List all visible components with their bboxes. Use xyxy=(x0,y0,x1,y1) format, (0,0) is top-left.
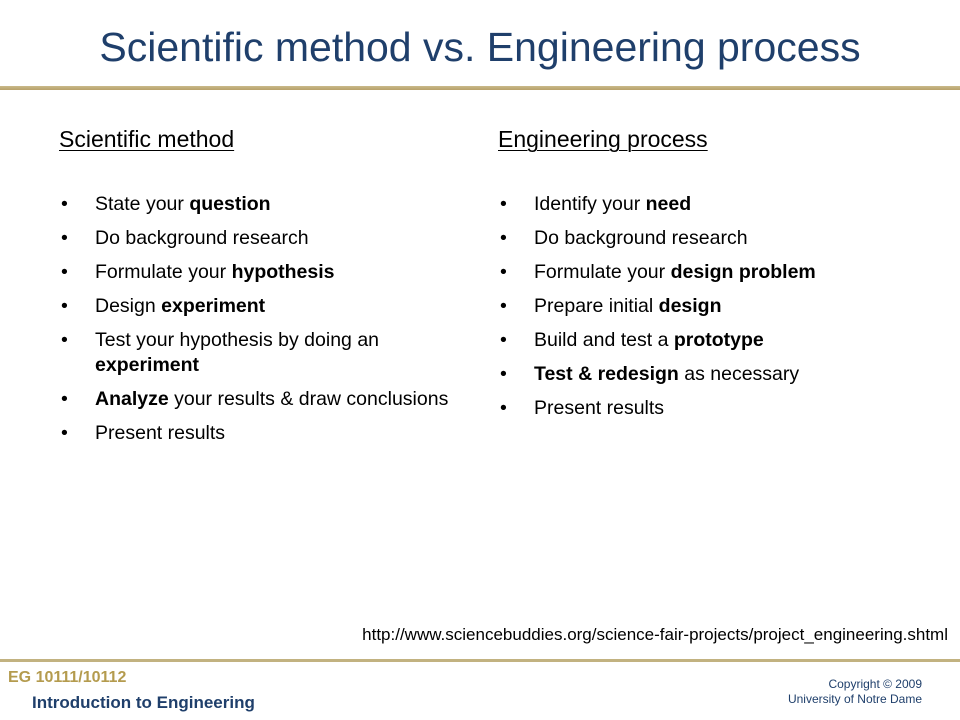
item-text: Design xyxy=(95,295,162,317)
item-text: Present results xyxy=(534,397,665,419)
bullet-icon: • xyxy=(500,329,507,351)
list-item xyxy=(59,192,459,217)
bullet-icon: • xyxy=(500,295,507,317)
engineering-process-heading: Engineering process xyxy=(498,126,708,152)
scientific-method-list xyxy=(59,192,459,446)
list-item xyxy=(59,260,459,285)
bullet-icon: • xyxy=(61,388,68,410)
item-text: Do background research xyxy=(534,227,748,249)
list-item xyxy=(59,226,459,251)
course-code: EG 10111/10112 xyxy=(8,669,127,686)
institution-line: University of Notre Dame xyxy=(787,692,922,706)
list-item xyxy=(498,192,938,217)
bullet-icon: • xyxy=(500,397,507,419)
course-name: Introduction to Engineering xyxy=(32,693,255,712)
item-text: State your xyxy=(95,193,190,215)
bullet-icon: • xyxy=(500,193,507,215)
scientific-method-heading: Scientific method xyxy=(59,126,235,152)
item-text: Build and test a xyxy=(534,329,674,351)
bold-term: need xyxy=(645,193,692,215)
bullet-icon: • xyxy=(61,193,68,215)
item-text: Formulate your xyxy=(95,261,232,283)
bold-term: prototype xyxy=(673,329,764,351)
bold-term: design problem xyxy=(670,261,816,283)
item-text: Identify your xyxy=(534,193,646,215)
bullet-icon: • xyxy=(500,261,507,283)
engineering-process-column xyxy=(498,124,938,430)
list-item xyxy=(498,362,938,387)
bold-term: hypothesis xyxy=(231,261,335,283)
bold-term: design xyxy=(658,295,722,317)
bullet-icon: • xyxy=(61,227,68,249)
list-item xyxy=(498,260,938,285)
list-item xyxy=(59,421,459,446)
scientific-method-column xyxy=(59,124,459,455)
bullet-icon: • xyxy=(500,363,507,385)
item-text: Prepare initial xyxy=(534,295,659,317)
copyright-notice xyxy=(788,677,922,707)
list-item xyxy=(498,226,938,251)
item-text: your results & draw conclusions xyxy=(168,388,449,410)
list-item xyxy=(498,294,938,319)
copyright-line: Copyright © 2009 xyxy=(828,677,922,691)
bold-term: experiment xyxy=(161,295,266,317)
item-text: Test your hypothesis by doing an xyxy=(95,329,380,351)
bold-term: Analyze xyxy=(95,388,169,410)
bold-term: experiment xyxy=(95,354,200,376)
source-url: http://www.sciencebuddies.org/science-fair-projects/project_engineering.shtml xyxy=(362,625,948,644)
bold-term: Test & redesign xyxy=(534,363,679,385)
item-text: Do background research xyxy=(95,227,309,249)
engineering-process-list xyxy=(498,192,938,421)
item-text: as necessary xyxy=(678,363,800,385)
title-divider xyxy=(0,86,960,90)
bold-term: question xyxy=(189,193,271,215)
list-item xyxy=(498,396,938,421)
list-item xyxy=(498,328,938,353)
item-text: Formulate your xyxy=(534,261,671,283)
list-item xyxy=(59,328,459,378)
bullet-icon: • xyxy=(61,295,68,317)
bullet-icon: • xyxy=(500,227,507,249)
bullet-icon: • xyxy=(61,329,68,351)
item-text: Present results xyxy=(95,422,226,444)
list-item xyxy=(59,294,459,319)
slide-title: Scientific method vs. Engineering process xyxy=(99,24,861,70)
list-item xyxy=(59,387,459,412)
bullet-icon: • xyxy=(61,422,68,444)
bullet-icon: • xyxy=(61,261,68,283)
footer-divider xyxy=(0,659,960,662)
